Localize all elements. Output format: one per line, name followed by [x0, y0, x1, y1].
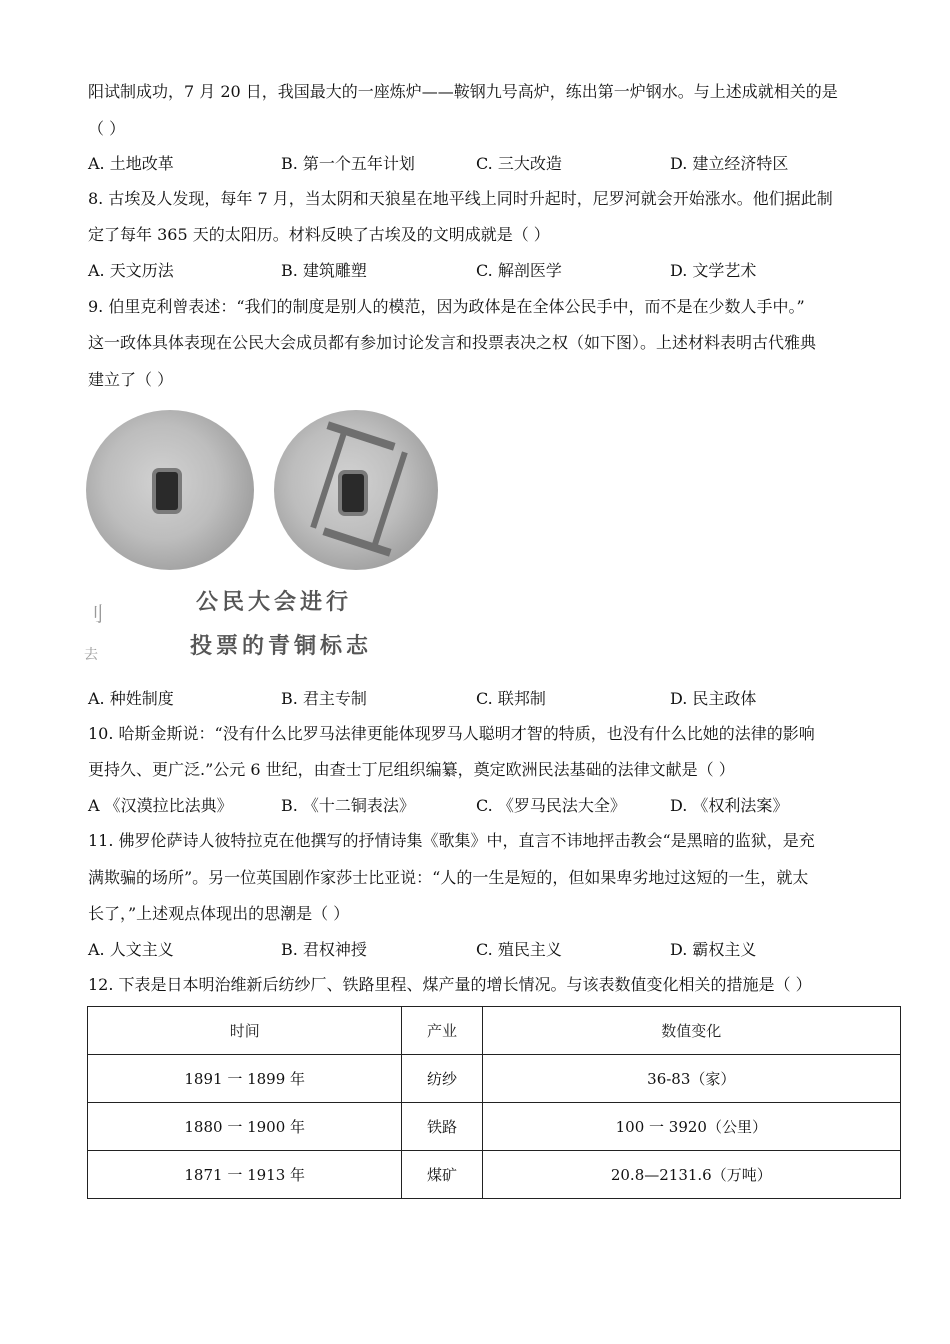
q7-stem-line-1: 阳试制成功，7 月 20 日，我国最大的一座炼炉——鞍钢九号高炉，练出第一炉钢水。与上述成就相关的是	[88, 82, 838, 101]
q9-option-b: B. 君主专制	[281, 689, 367, 708]
q10-option-c: C. 《罗马民法大全》	[476, 796, 626, 815]
table-cell: 纺纱	[402, 1055, 482, 1103]
q11-option-b: B. 君权神授	[281, 940, 367, 959]
q8-options	[88, 261, 878, 281]
q8-option-c: C. 解剖医学	[476, 261, 562, 280]
q11-options	[88, 940, 878, 960]
token-axle	[156, 472, 178, 510]
caption-fragment: 去	[84, 647, 98, 663]
meiji-industry-table	[87, 1006, 901, 1199]
table-header-industry: 产业	[402, 1007, 482, 1055]
q8-option-d: D. 文学艺术	[670, 261, 757, 280]
table-cell: 1891 一 1899 年	[88, 1055, 402, 1103]
q7-stem-line-2: （ ）	[88, 119, 126, 138]
q8-stem-line-2: 定了每年 365 天的太阳历。材料反映了古埃及的文明成就是（ ）	[88, 225, 550, 244]
q10-option-b: B. 《十二铜表法》	[281, 796, 415, 815]
q9-stem-line-2: 这一政体具体表现在公民大会成员都有参加讨论发言和投票表决之权（如下图）。上述材料表明古代雅典	[88, 333, 817, 352]
q10-option-d: D. 《权利法案》	[670, 796, 789, 815]
table-cell: 1871 一 1913 年	[88, 1151, 402, 1199]
token-axle	[342, 474, 364, 512]
q12-stem-line-1: 12. 下表是日本明治维新后纺纱厂、铁路里程、煤产量的增长情况。与该表数值变化相关的措施是（ ）	[88, 975, 812, 994]
q9-option-c: C. 联邦制	[476, 689, 546, 708]
q7-option-c: C. 三大改造	[476, 154, 562, 173]
bronze-token-right	[274, 410, 438, 570]
bronze-voting-tokens-figure	[84, 408, 444, 676]
q11-option-d: D. 霸权主义	[670, 940, 757, 959]
table-header-time: 时间	[88, 1007, 402, 1055]
table-row	[88, 1103, 901, 1151]
caption-fragment: 刂	[84, 602, 104, 626]
table-cell: 1880 一 1900 年	[88, 1103, 402, 1151]
table-cell: 100 一 3920（公里）	[482, 1103, 900, 1151]
table-cell: 20.8—2131.6（万吨）	[482, 1151, 900, 1199]
q7-options	[88, 154, 878, 174]
q9-option-a: A. 种姓制度	[88, 689, 174, 708]
q11-stem-line-3: 长了，”上述观点体现出的思潮是（ ）	[88, 904, 350, 923]
q7-option-d: D. 建立经济特区	[670, 154, 789, 173]
q9-options	[88, 689, 878, 709]
q10-stem-line-2: 更持久、更广泛.”公元 6 世纪，由查士丁尼组织编纂，奠定欧洲民法基础的法律文献是（ ）	[88, 760, 735, 779]
table-row	[88, 1055, 901, 1103]
q11-stem-line-1: 11. 佛罗伦萨诗人彼特拉克在他撰写的抒情诗集《歌集》中，直言不讳地抨击教会“是黑暗的监狱，是充	[88, 831, 815, 850]
q8-stem-line-1: 8. 古埃及人发现，每年 7 月，当太阴和天狼星在地平线上同时升起时，尼罗河就会开始涨水。他们据此制	[88, 189, 833, 208]
table-cell: 煤矿	[402, 1151, 482, 1199]
table-header-change: 数值变化	[482, 1007, 900, 1055]
q10-options	[88, 796, 878, 816]
q8-option-b: B. 建筑雕塑	[281, 261, 367, 280]
figure-caption-line-1: 公民大会进行	[196, 590, 353, 615]
q9-option-d: D. 民主政体	[670, 689, 757, 708]
q7-option-b: B. 第一个五年计划	[281, 154, 415, 173]
table-header-row	[88, 1007, 901, 1055]
q9-stem-line-1: 9. 伯里克利曾表述：“我们的制度是别人的模范，因为政体是在全体公民手中，而不是在少数人手中。”	[88, 297, 805, 316]
q11-option-c: C. 殖民主义	[476, 940, 562, 959]
table-row	[88, 1151, 901, 1199]
q8-option-a: A. 天文历法	[88, 261, 174, 280]
q7-option-a: A. 土地改革	[88, 154, 174, 173]
q10-stem-line-1: 10. 哈斯金斯说：“没有什么比罗马法律更能体现罗马人聪明才智的特质，也没有什么比她的法律的影响	[88, 724, 815, 743]
q11-stem-line-2: 满欺骗的场所”。另一位英国剧作家莎士比亚说：“人的一生是短的，但如果卑劣地过这短的一生，就太	[88, 868, 809, 887]
bronze-token-left	[86, 410, 254, 570]
q9-stem-line-3: 建立了（ ）	[88, 370, 174, 389]
table-cell: 铁路	[402, 1103, 482, 1151]
figure-caption-line-2: 投票的青铜标志	[190, 634, 373, 659]
table-cell: 36-83（家）	[482, 1055, 900, 1103]
q11-option-a: A. 人文主义	[88, 940, 174, 959]
q10-option-a: A 《汉漠拉比法典》	[88, 796, 233, 815]
